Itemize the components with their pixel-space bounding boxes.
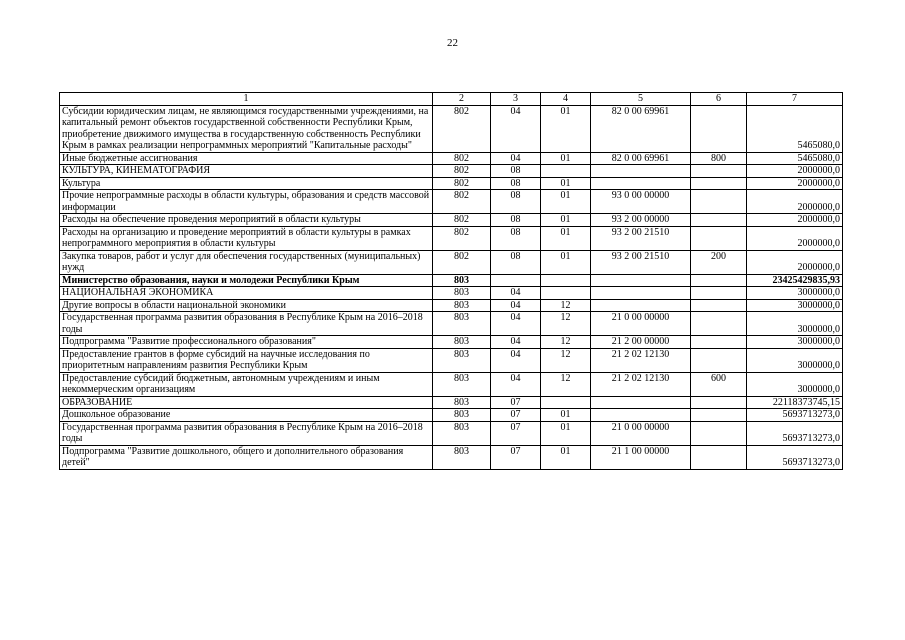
- row-subsection-cell: [541, 287, 591, 300]
- header-cell: 7: [747, 93, 843, 106]
- row-name-cell: Культура: [60, 177, 433, 190]
- header-cell: 1: [60, 93, 433, 106]
- table-row: [60, 421, 843, 445]
- row-grbs-cell: 803: [433, 336, 491, 349]
- row-target-article-cell: [591, 274, 691, 287]
- table-row: [60, 177, 843, 190]
- row-name-cell: Дошкольное образование: [60, 409, 433, 422]
- row-name-cell: Министерство образования, науки и молодежи Республики Крым: [60, 274, 433, 287]
- table-row: [60, 372, 843, 396]
- row-section-cell: 07: [491, 409, 541, 422]
- table-row: [60, 165, 843, 178]
- row-subsection-cell: 01: [541, 250, 591, 274]
- row-amount-cell: 3000000,0: [747, 336, 843, 349]
- row-subsection-cell: 01: [541, 177, 591, 190]
- row-name-cell: Субсидии юридическим лицам, не являющимся государственными учреждениями, на капитальный ремонт объектов государственной собственности Республики Крым, приобретение движимого имущества в государственную собственность Республики Крым в рамках реализации непрограммных мероприятий "Капитальные расходы": [60, 105, 433, 152]
- row-target-article-cell: 21 0 00 00000: [591, 421, 691, 445]
- row-grbs-cell: 803: [433, 445, 491, 469]
- row-grbs-cell: 803: [433, 287, 491, 300]
- row-target-article-cell: 93 2 00 00000: [591, 214, 691, 227]
- row-name-cell: Предоставление субсидий бюджетным, автономным учреждениям и иным некоммерческим организациям: [60, 372, 433, 396]
- row-section-cell: 04: [491, 348, 541, 372]
- row-expense-type-cell: [691, 287, 747, 300]
- row-section-cell: 04: [491, 105, 541, 152]
- row-expense-type-cell: [691, 177, 747, 190]
- row-target-article-cell: [591, 409, 691, 422]
- row-name-cell: Предоставление грантов в форме субсидий на научные исследования по приоритетным направлениям развития Республики Крым: [60, 348, 433, 372]
- row-section-cell: 08: [491, 165, 541, 178]
- table-row: [60, 396, 843, 409]
- row-target-article-cell: 21 2 02 12130: [591, 348, 691, 372]
- row-grbs-cell: 802: [433, 105, 491, 152]
- table-row: [60, 299, 843, 312]
- row-section-cell: 04: [491, 336, 541, 349]
- row-section-cell: 04: [491, 152, 541, 165]
- row-grbs-cell: 802: [433, 226, 491, 250]
- row-name-cell: НАЦИОНАЛЬНАЯ ЭКОНОМИКА: [60, 287, 433, 300]
- row-grbs-cell: 802: [433, 214, 491, 227]
- row-section-cell: 08: [491, 214, 541, 227]
- row-section-cell: 07: [491, 445, 541, 469]
- row-subsection-cell: 01: [541, 445, 591, 469]
- row-name-cell: ОБРАЗОВАНИЕ: [60, 396, 433, 409]
- row-amount-cell: 3000000,0: [747, 312, 843, 336]
- row-amount-cell: 3000000,0: [747, 372, 843, 396]
- row-section-cell: 08: [491, 190, 541, 214]
- row-name-cell: КУЛЬТУРА, КИНЕМАТОГРАФИЯ: [60, 165, 433, 178]
- row-target-article-cell: [591, 299, 691, 312]
- row-name-cell: Расходы на обеспечение проведения мероприятий в области культуры: [60, 214, 433, 227]
- row-section-cell: 07: [491, 396, 541, 409]
- row-subsection-cell: 01: [541, 105, 591, 152]
- row-expense-type-cell: [691, 421, 747, 445]
- row-grbs-cell: 802: [433, 165, 491, 178]
- row-subsection-cell: 12: [541, 348, 591, 372]
- row-subsection-cell: 01: [541, 190, 591, 214]
- row-name-cell: Подпрограмма "Развитие дошкольного, общего и дополнительного образования детей": [60, 445, 433, 469]
- row-amount-cell: 5693713273,0: [747, 409, 843, 422]
- table-row: [60, 336, 843, 349]
- page-number: 22: [447, 37, 458, 49]
- row-section-cell: 04: [491, 299, 541, 312]
- row-amount-cell: 22118373745,15: [747, 396, 843, 409]
- row-section-cell: 08: [491, 250, 541, 274]
- row-name-cell: Прочие непрограммные расходы в области культуры, образования и средств массовой информации: [60, 190, 433, 214]
- row-amount-cell: 2000000,0: [747, 190, 843, 214]
- row-expense-type-cell: 800: [691, 152, 747, 165]
- row-subsection-cell: 12: [541, 312, 591, 336]
- header-cell: 4: [541, 93, 591, 106]
- row-target-article-cell: 21 2 02 12130: [591, 372, 691, 396]
- table-row: [60, 445, 843, 469]
- row-expense-type-cell: [691, 396, 747, 409]
- row-subsection-cell: 01: [541, 409, 591, 422]
- row-target-article-cell: [591, 396, 691, 409]
- row-amount-cell: 5693713273,0: [747, 421, 843, 445]
- row-grbs-cell: 802: [433, 190, 491, 214]
- row-expense-type-cell: [691, 312, 747, 336]
- table-body: [60, 105, 843, 469]
- row-expense-type-cell: [691, 165, 747, 178]
- row-amount-cell: 2000000,0: [747, 165, 843, 178]
- row-grbs-cell: 803: [433, 348, 491, 372]
- table-row: [60, 105, 843, 152]
- row-subsection-cell: 01: [541, 152, 591, 165]
- row-expense-type-cell: [691, 190, 747, 214]
- table-row: [60, 152, 843, 165]
- row-expense-type-cell: 600: [691, 372, 747, 396]
- row-expense-type-cell: [691, 348, 747, 372]
- row-section-cell: 07: [491, 421, 541, 445]
- row-expense-type-cell: [691, 214, 747, 227]
- table-row: [60, 409, 843, 422]
- row-grbs-cell: 803: [433, 409, 491, 422]
- row-target-article-cell: 82 0 00 69961: [591, 105, 691, 152]
- row-target-article-cell: [591, 165, 691, 178]
- row-amount-cell: 2000000,0: [747, 250, 843, 274]
- row-grbs-cell: 803: [433, 312, 491, 336]
- row-subsection-cell: 01: [541, 214, 591, 227]
- budget-table: [59, 92, 843, 470]
- row-amount-cell: 5465080,0: [747, 105, 843, 152]
- row-amount-cell: 2000000,0: [747, 214, 843, 227]
- row-subsection-cell: 01: [541, 226, 591, 250]
- row-grbs-cell: 803: [433, 274, 491, 287]
- row-target-article-cell: 21 1 00 00000: [591, 445, 691, 469]
- row-section-cell: 04: [491, 372, 541, 396]
- row-name-cell: Другие вопросы в области национальной экономики: [60, 299, 433, 312]
- row-subsection-cell: 12: [541, 299, 591, 312]
- row-grbs-cell: 803: [433, 396, 491, 409]
- row-target-article-cell: 93 2 00 21510: [591, 226, 691, 250]
- row-amount-cell: 2000000,0: [747, 226, 843, 250]
- row-name-cell: Расходы на организацию и проведение мероприятий в области культуры в рамках непрограммного мероприятия в области культуры: [60, 226, 433, 250]
- table-row: [60, 312, 843, 336]
- row-subsection-cell: 01: [541, 421, 591, 445]
- row-grbs-cell: 803: [433, 372, 491, 396]
- row-amount-cell: 3000000,0: [747, 348, 843, 372]
- row-expense-type-cell: [691, 445, 747, 469]
- header-cell: 3: [491, 93, 541, 106]
- row-subsection-cell: 12: [541, 336, 591, 349]
- row-expense-type-cell: [691, 226, 747, 250]
- row-grbs-cell: 802: [433, 177, 491, 190]
- row-amount-cell: 3000000,0: [747, 287, 843, 300]
- header-row: [60, 93, 843, 106]
- row-name-cell: Закупка товаров, работ и услуг для обеспечения государственных (муниципальных) нужд: [60, 250, 433, 274]
- row-name-cell: Государственная программа развития образования в Республике Крым на 2016–2018 годы: [60, 312, 433, 336]
- header-cell: 6: [691, 93, 747, 106]
- table-row: [60, 250, 843, 274]
- row-expense-type-cell: [691, 274, 747, 287]
- row-expense-type-cell: 200: [691, 250, 747, 274]
- row-grbs-cell: 803: [433, 299, 491, 312]
- row-expense-type-cell: [691, 299, 747, 312]
- table-row: [60, 287, 843, 300]
- row-expense-type-cell: [691, 105, 747, 152]
- row-grbs-cell: 802: [433, 250, 491, 274]
- row-target-article-cell: 93 2 00 21510: [591, 250, 691, 274]
- row-section-cell: 04: [491, 287, 541, 300]
- row-target-article-cell: 82 0 00 69961: [591, 152, 691, 165]
- row-subsection-cell: [541, 274, 591, 287]
- row-amount-cell: 5465080,0: [747, 152, 843, 165]
- row-name-cell: Иные бюджетные ассигнования: [60, 152, 433, 165]
- row-subsection-cell: 12: [541, 372, 591, 396]
- row-expense-type-cell: [691, 336, 747, 349]
- row-amount-cell: 3000000,0: [747, 299, 843, 312]
- row-section-cell: 08: [491, 226, 541, 250]
- row-target-article-cell: [591, 287, 691, 300]
- row-section-cell: [491, 274, 541, 287]
- row-target-article-cell: 21 0 00 00000: [591, 312, 691, 336]
- header-cell: 2: [433, 93, 491, 106]
- row-subsection-cell: [541, 396, 591, 409]
- row-expense-type-cell: [691, 409, 747, 422]
- row-name-cell: Государственная программа развития образования в Республике Крым на 2016–2018 годы: [60, 421, 433, 445]
- row-amount-cell: 5693713273,0: [747, 445, 843, 469]
- table-row: [60, 274, 843, 287]
- row-grbs-cell: 802: [433, 152, 491, 165]
- row-subsection-cell: [541, 165, 591, 178]
- table-row: [60, 348, 843, 372]
- row-target-article-cell: [591, 177, 691, 190]
- row-target-article-cell: 93 0 00 00000: [591, 190, 691, 214]
- row-name-cell: Подпрограмма "Развитие профессионального образования": [60, 336, 433, 349]
- table-row: [60, 226, 843, 250]
- header-cell: 5: [591, 93, 691, 106]
- row-section-cell: 04: [491, 312, 541, 336]
- row-grbs-cell: 803: [433, 421, 491, 445]
- row-target-article-cell: 21 2 00 00000: [591, 336, 691, 349]
- row-amount-cell: 23425429835,93: [747, 274, 843, 287]
- row-amount-cell: 2000000,0: [747, 177, 843, 190]
- table-row: [60, 214, 843, 227]
- table-row: [60, 190, 843, 214]
- row-section-cell: 08: [491, 177, 541, 190]
